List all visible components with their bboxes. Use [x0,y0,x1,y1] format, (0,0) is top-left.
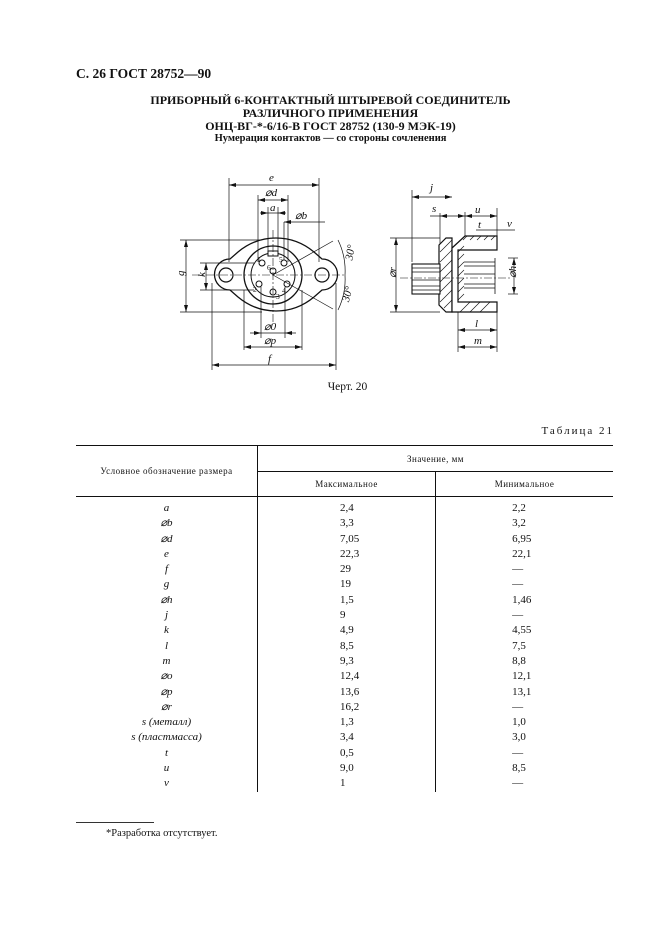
table-row [76,685,613,700]
table-row [76,497,613,517]
pin-label-1: 1 [257,255,261,264]
table-row [76,715,613,730]
cell-max-value: 8,5 [340,639,354,652]
cell-min [436,593,613,608]
table-body [76,497,613,792]
table-row [76,700,613,715]
dim-label-t-top: t [478,219,482,231]
cell-max-value: 1,3 [340,716,354,729]
cell-min [436,730,613,745]
pin-label-2: 2 [253,285,257,294]
cell-min [436,547,613,562]
table-row [76,730,613,745]
cell-min-value: 22,1 [512,547,532,560]
connector-drawing [0,160,661,375]
cell-max-value: 9 [340,609,346,622]
cell-max [258,562,436,577]
cell-max [258,654,436,669]
cell-designation: a [163,502,170,514]
cell-min-value: 3,2 [512,517,526,530]
table-caption: Таблица 21 [541,425,614,437]
cell-designation: u [163,762,170,775]
cell-designation: ⌀o [160,670,173,683]
cell-designation: ⌀h [160,593,173,606]
cell-min-value: 8,8 [512,654,526,667]
cell-designation: g [163,578,170,591]
cell-designation: ⌀p [160,685,173,698]
front-view [175,172,358,370]
table-row [76,669,613,684]
dim-label-j: j [430,182,434,194]
footnote-rule [76,822,154,823]
cell-max-value: 1,5 [340,593,354,606]
side-rear-body [412,264,440,294]
dim-label-f: f [268,353,272,365]
cell-min [436,577,613,592]
cell-max [258,685,436,700]
cell-max-value: 12,4 [340,670,360,683]
cell-max-value: 16,2 [340,700,360,713]
column-header-max: Максимальное [258,472,436,497]
table-row [76,516,613,531]
dim-label-d: ⌀d [265,187,278,199]
dim-label-o: ⌀0 [264,321,277,333]
cell-min-value: 1,46 [512,593,532,606]
table-row [76,639,613,654]
table-row [76,654,613,669]
cell-min [436,669,613,684]
cell-max [258,669,436,684]
cell-max [258,608,436,623]
pin-label-4: 4 [282,286,286,295]
cell-min-value: 8,5 [512,762,526,775]
cell-max-value: 2,4 [340,502,354,514]
cell-min [436,497,613,517]
cell-max [258,593,436,608]
dim-label-k: k [196,272,208,277]
pin-label-5: 5 [279,255,283,264]
cell-min [436,746,613,761]
cell-max [258,746,436,761]
cell-designation: l [164,639,169,652]
cell-max-value: 9,0 [340,762,354,775]
cell-min [436,776,613,791]
dimensions-table [76,445,613,792]
cell-max-value: 29 [340,563,351,576]
cell-max-value: 7,05 [340,532,360,545]
dim-label-v: v [507,218,512,230]
cell-max-value: 22,3 [340,547,360,560]
column-header-min: Минимальное [436,472,613,497]
title-line-1: ПРИБОРНЫЙ 6-КОНТАКТНЫЙ ШТЫРЕВОЙ СОЕДИНИТЕЛЬ [150,93,511,107]
cell-designation: v [164,777,169,790]
cell-designation: t [164,746,169,759]
page-header: С. 26 ГОСТ 28752—90 [76,66,212,81]
cell-max [258,516,436,531]
cell-min-value: 1,0 [512,716,526,729]
cell-max [258,547,436,562]
cell-min-value: — [512,578,524,591]
dim-label-e: e [269,172,274,184]
cell-min [436,516,613,531]
cell-max-value: 4,9 [340,624,354,637]
cell-min [436,639,613,654]
cell-min-value: 2,2 [512,502,526,514]
title-line-4: Нумерация контактов — со стороны сочленения [214,133,447,144]
pin-2 [256,281,262,287]
cell-min-value: 12,1 [512,670,532,683]
table-row [76,776,613,791]
pin-label-6: 6 [267,263,271,272]
cell-min-value: — [512,700,524,713]
cell-max-value: 19 [340,578,351,591]
cell-min [436,562,613,577]
cell-min [436,700,613,715]
cell-min-value: — [512,609,524,622]
cell-max [258,623,436,638]
cell-min-value: 7,5 [512,639,526,652]
cell-min [436,654,613,669]
cell-designation: m [162,654,171,667]
cell-min-value: 4,55 [512,624,532,637]
cell-max [258,577,436,592]
figure-caption: Черт. 20 [327,381,368,393]
cell-max [258,532,436,547]
angle-label-lower: 30° [340,285,356,304]
cell-min [436,685,613,700]
cell-min-value: 6,95 [512,532,532,545]
dim-label-g: g [175,270,187,276]
cell-designation: j [164,609,169,622]
table-row [76,593,613,608]
dim-label-l: l [475,318,479,330]
dim-label-h: ⌀h [507,265,519,278]
dim-label-r: ⌀r [387,267,399,278]
cell-designation: ⌀r [161,700,172,713]
cell-max [258,715,436,730]
cell-designation: f [164,563,169,576]
column-header-value: Значение, мм [258,446,614,472]
side-view [387,182,519,352]
cell-max-value: 3,4 [340,731,354,744]
cell-max-value: 1 [340,777,346,790]
cell-designation: ⌀d [160,532,173,545]
table-row [76,547,613,562]
cell-designation: s (металл) [141,716,192,729]
table-row [76,577,613,592]
table-row [76,562,613,577]
cell-min-value: 3,0 [512,731,526,744]
dim-label-b: ⌀b [295,210,308,222]
cell-min-value: 13,1 [512,685,532,698]
cell-min [436,761,613,776]
column-header-designation: Условное обозначение размера [76,446,258,497]
table-row [76,532,613,547]
table-row [76,623,613,638]
dim-label-m: m [474,335,482,347]
title-line-3: ОНЦ-ВГ-*-6/16-В ГОСТ 28752 (130-9 МЭК-19) [205,119,456,133]
cell-max [258,776,436,791]
cell-designation: k [164,624,169,637]
dim-label-u: u [475,204,481,216]
cell-max [258,761,436,776]
angle-label-upper: 30° [343,243,358,262]
footnote: *Разработка отсутствует. [106,828,218,839]
cell-min [436,715,613,730]
cell-max-value: 0,5 [340,746,354,759]
cell-max [258,700,436,715]
dim-label-a: a [270,202,276,214]
table-row [76,746,613,761]
table-row [76,761,613,776]
cell-max-value: 9,3 [340,654,354,667]
pin-label-3: 3 [276,292,280,301]
cell-designation: ⌀b [160,517,173,530]
cell-min-value: — [512,563,524,576]
cell-designation: e [164,547,169,560]
cell-min-value: — [512,746,524,759]
cell-max-value: 3,3 [340,517,354,530]
cell-max [258,730,436,745]
cell-min-value: — [512,777,524,790]
cell-min [436,608,613,623]
cell-designation: s (пластмасса) [131,731,202,744]
dim-label-p: ⌀p [264,335,277,347]
dim-label-s: s [432,203,437,215]
cell-max [258,497,436,517]
table-row [76,608,613,623]
cell-max-value: 13,6 [340,685,360,698]
cell-min [436,623,613,638]
cell-min [436,532,613,547]
cell-max [258,639,436,654]
title-line-2: РАЗЛИЧНОГО ПРИМЕНЕНИЯ [242,106,419,120]
